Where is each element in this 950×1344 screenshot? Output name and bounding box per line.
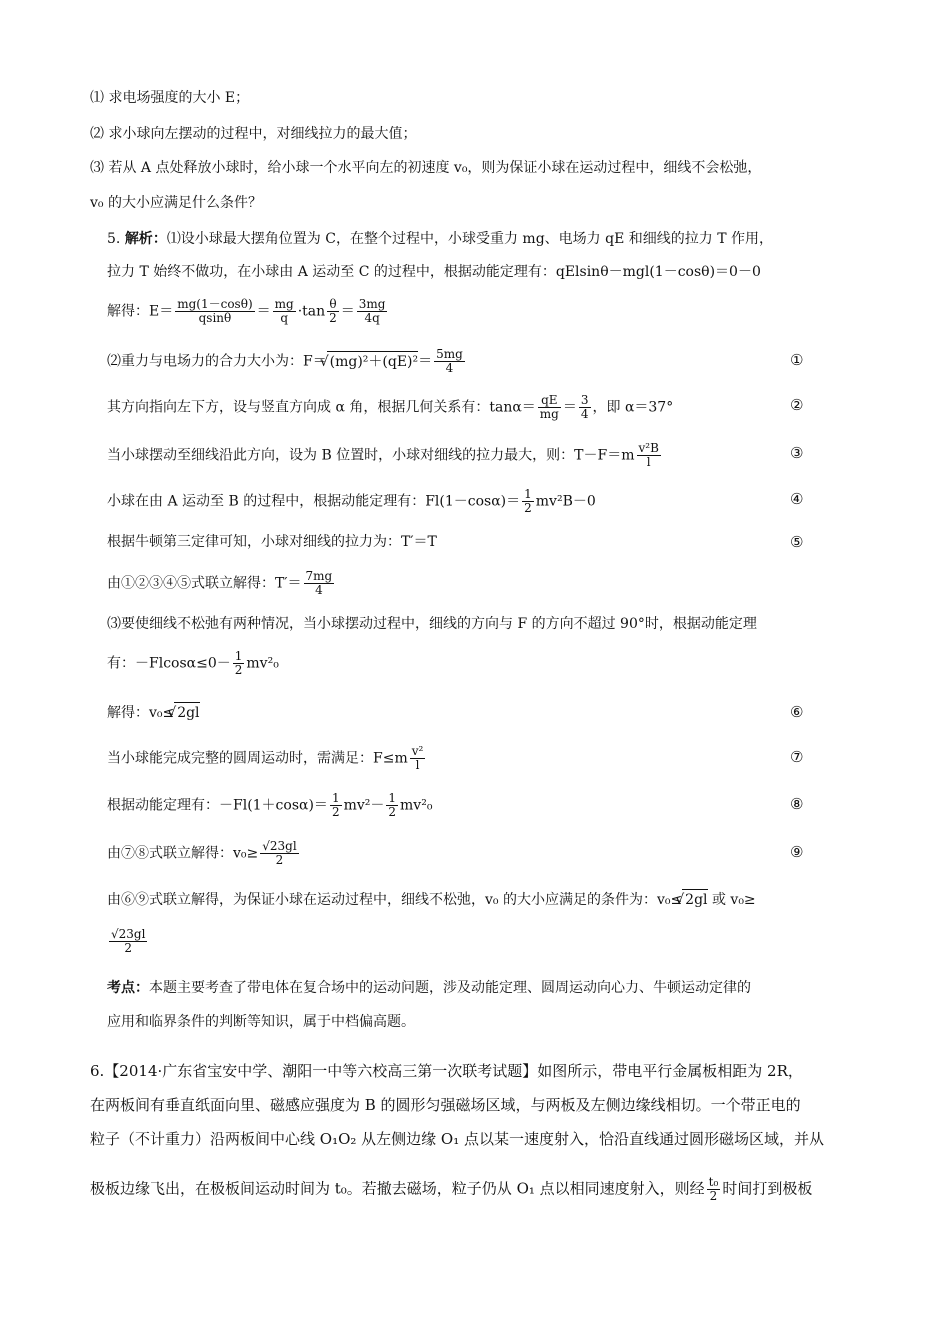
question-6-line-3: 粒子（不计重力）沿两板间中心线 O₁O₂ 从左侧边缘 O₁ 点以某一速度射入，恰沿直线通过圆形磁场区域，并从 [90, 1130, 825, 1148]
equation-number-5: ⑤ [790, 533, 804, 551]
fraction: $\frac{3mg}{4q}$ [358, 297, 386, 325]
equation-number-3: ③ [790, 444, 804, 462]
key-points-line-2: 应用和临界条件的判断等知识，属于中档偏高题。 [107, 1014, 415, 1030]
fraction: $\frac{1}{2}$ [331, 791, 340, 819]
sqrt-expression: √ (mg)²＋(qE)² [327, 351, 418, 372]
question-3-line-1: ⑶ 若从 A 点处释放小球时，给小球一个水平向左的初速度 v₀，则为保证小球在运动过程中，细线不会松弛， [90, 160, 762, 176]
equation-number-6: ⑥ [790, 703, 804, 721]
solution-line-4: ⑵重力与电场力的合力大小为：F＝√ (mg)²＋(qE)²＝ $\frac{5mg}{4}$ [107, 348, 910, 375]
question-2: ⑵ 求小球向左摆动的过程中，对细线拉力的最大值； [90, 126, 417, 142]
fraction: $\frac{5mg}{4}$ [436, 347, 463, 375]
fraction: $\frac{mg}{q}$ [274, 297, 294, 325]
question-6-line-2: 在两板间有垂直纸面向里、磁感应强度为 B 的圆形匀强磁场区域，与两板及左侧边缘线相切。一个带正电的 [90, 1096, 801, 1114]
solution-line-6: 当小球摆动至细线沿此方向，设为 B 位置时，小球对细线的拉力最大，则：T－F＝m $\frac{\text{v²B}}{l}$ [107, 441, 659, 469]
solution-line-15: 由⑦⑧式联立解得：v₀≥ $\frac{√23gl}{2}$ [107, 839, 297, 867]
fraction: $\frac{\text{v²}}{l}$ [411, 744, 424, 772]
solution-line-3: 解得：E＝ $\frac{mg(1-\cos\theta)}{qsin\theta}$ ＝ $\frac{mg}{q}$ ·tan $\frac{\theta}{2}$ ＝ $\frac{3mg}{4q}$ [107, 297, 386, 325]
equation-number-8: ⑧ [790, 795, 804, 813]
fraction: $\frac{3}{4}$ [580, 393, 589, 421]
solution-line-13: 当小球能完成完整的圆周运动时，需满足：F≤m $\frac{\text{v²}}{l}$ [107, 744, 424, 772]
solution-label: 解析 [124, 231, 153, 247]
solution-line-17 [107, 928, 910, 955]
sqrt-expression: √ 2gl [174, 702, 199, 723]
fraction: $\frac{√23gl}{2}$ [111, 927, 146, 955]
fraction: $\frac{\text{v²B}}{l}$ [638, 441, 659, 469]
fraction: $\frac{7mg}{4}$ [305, 569, 333, 597]
fraction: $\frac{mg(1-\cos\theta)}{qsin\theta}$ [177, 297, 253, 325]
question-6-line-4: 极板边缘飞出，在极板间运动时间为 t₀。若撤去磁场，粒子仍从 O₁ 点以相同速度射入，则经 $\frac{\text{t₀}}{2}$ 时间打到极板 [90, 1175, 813, 1203]
solution-line-9: 由①②③④⑤式联立解得：T′＝ $\frac{7mg}{4}$ [107, 569, 333, 597]
fraction: $\frac{qE}{mg}$ [539, 393, 559, 421]
solution-line-8: 根据牛顿第三定律可知，小球对细线的拉力为：T′＝T [107, 534, 437, 550]
solution-heading: 5. 解析：⑴设小球最大摆角位置为 C，在整个过程中，小球受重力 mg、电场力 qE 和细线的拉力 T 作用， [107, 231, 773, 247]
fraction: $\frac{1}{2}$ [388, 791, 397, 819]
solution-line-7: 小球在由 A 运动至 B 的过程中，根据动能定理有：Fl(1－cosα)＝ $\frac{1}{2}$ mv²B－0 [107, 487, 596, 515]
solution-line-1: ⑴设小球最大摆角位置为 C，在整个过程中，小球受重力 mg、电场力 qE 和细线的拉力 T 作用， [166, 231, 773, 247]
sqrt-expression: √ 2gl [682, 889, 707, 910]
fraction: $\frac{√23gl}{2}$ [262, 839, 297, 867]
fraction: $\frac{\theta}{2}$ [329, 297, 337, 325]
equation-number-7: ⑦ [790, 748, 804, 766]
equation-number-1: ① [790, 351, 804, 369]
question-3-line-2: v₀ 的大小应满足什么条件？ [90, 195, 262, 211]
equation-number-4: ④ [790, 490, 804, 508]
solution-line-16: 由⑥⑨式联立解得，为保证小球在运动过程中，细线不松弛，v₀ 的大小应满足的条件为：v₀≤√ 2gl 或 v₀≥ [107, 889, 910, 910]
fraction: $\frac{\text{t₀}}{2}$ [708, 1175, 719, 1203]
key-points-label: 考点： [107, 980, 149, 996]
equation-number-2: ② [790, 396, 804, 414]
fraction: $\frac{1}{2}$ [234, 649, 243, 677]
solution-line-11: 有：－Flcosα≤0－ $\frac{1}{2}$ mv²₀ [107, 649, 279, 677]
solution-line-2: 拉力 T 始终不做功，在小球由 A 运动至 C 的过程中，根据动能定理有：qElsinθ－mgl(1－cosθ)＝0－0 [107, 264, 761, 280]
solution-line-10: ⑶要使细线不松弛有两种情况，当小球摆动过程中，细线的方向与 F 的方向不超过 90°时，根据动能定理 [107, 616, 757, 632]
question-1: ⑴ 求电场强度的大小 E； [90, 90, 250, 106]
question-6-line-1: 6.【2014·广东省宝安中学、潮阳一中等六校高三第一次联考试题】如图所示，带电平行金属板相距为 2R， [90, 1062, 803, 1080]
fraction: $\frac{1}{2}$ [524, 487, 532, 515]
solution-line-14: 根据动能定理有：－Fl(1＋cosα)＝ $\frac{1}{2}$ mv²－ $\frac{1}{2}$ mv²₀ [107, 791, 433, 819]
key-points-line-1: 考点：本题主要考查了带电体在复合场中的运动问题，涉及动能定理、圆周运动向心力、牛顿运动定律的 [107, 980, 751, 996]
equation-number-9: ⑨ [790, 843, 804, 861]
solution-number: 5. [107, 231, 121, 247]
solution-line-12: 解得：v₀≤√ 2gl [107, 702, 910, 723]
solution-line-5: 其方向指向左下方，设与竖直方向成 α 角，根据几何关系有：tanα＝ $\frac{qE}{mg}$ ＝ $\frac{3}{4}$ ，即 α＝37° [107, 393, 674, 421]
